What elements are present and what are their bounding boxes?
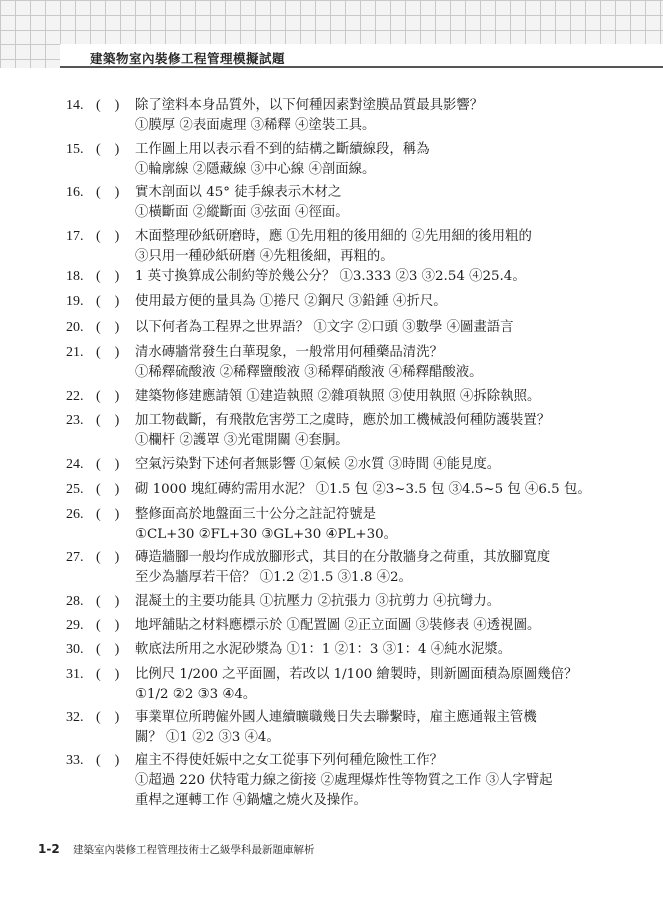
question-line: ①超過 220 伏特電力線之銜接 ②處理爆炸性等物質之工作 ③人字臂起 xyxy=(135,773,553,788)
question-text xyxy=(135,751,605,811)
question-line: 實木剖面以 45° 徒手線表示木材之 xyxy=(135,185,342,200)
footer-page-number: 1-2 xyxy=(38,842,60,856)
answer-blank: ( ) xyxy=(96,185,120,200)
question-text xyxy=(135,267,605,287)
answer-blank: ( ) xyxy=(96,457,120,472)
question-line: ①稀釋硫酸液 ②稀釋鹽酸液 ③稀釋硝酸液 ④稀釋醋酸液。 xyxy=(135,365,483,380)
question-text xyxy=(135,183,605,223)
question-number: 33. xyxy=(66,753,84,768)
answer-blank: ( ) xyxy=(96,389,120,404)
question-text xyxy=(135,140,605,180)
question-text xyxy=(135,455,605,475)
question-line: 比例尺 1/200 之平面圖，若改以 1/100 繪製時，則新圖面積為原圖幾倍？ xyxy=(135,667,578,682)
question-text xyxy=(135,387,605,407)
question-line: ①橫斷面 ②縱斷面 ③弦面 ④徑面。 xyxy=(135,205,349,220)
question-number: 23. xyxy=(66,413,84,428)
question-number: 15. xyxy=(66,142,84,157)
answer-blank: ( ) xyxy=(96,229,120,244)
answer-blank: ( ) xyxy=(96,507,120,522)
question-text xyxy=(135,480,605,500)
question-number: 30. xyxy=(66,642,84,657)
answer-blank: ( ) xyxy=(96,618,120,633)
question-line: 使用最方便的量具為 ①捲尺 ②鋼尺 ③鉛錘 ④折尺。 xyxy=(135,294,447,309)
question-line: 空氣污染對下述何者無影響 ①氣候 ②水質 ③時間 ④能見度。 xyxy=(135,457,501,472)
question-line: 工作圖上用以表示看不到的結構之斷續線段，稱為 xyxy=(135,142,430,157)
question-number: 29. xyxy=(66,618,84,633)
question-line: 以下何者為工程界之世界語？ ①文字 ②口頭 ③數學 ④圖畫語言 xyxy=(135,320,514,335)
question-line: 事業單位所聘僱外國人連續曠職幾日失去聯繫時，雇主應通報主管機 xyxy=(135,710,537,725)
answer-blank: ( ) xyxy=(96,594,120,609)
question-text xyxy=(135,665,605,705)
question-line: ①1/2 ②2 ③3 ④4。 xyxy=(135,687,257,702)
question-line: 木面整理砂紙研磨時，應 ①先用粗的後用細的 ②先用細的後用粗的 xyxy=(135,229,532,244)
question-line: 砌 1000 塊紅磚約需用水泥？ ①1.5 包 ②3~3.5 包 ③4.5~5 包 ④6.5 包。 xyxy=(135,482,591,497)
question-line: 整修面高於地盤面三十公分之註記符號是 xyxy=(135,507,377,522)
question-number: 25. xyxy=(66,482,84,497)
question-line: ①CL+30 ②FL+30 ③GL+30 ④PL+30。 xyxy=(135,527,398,542)
answer-blank: ( ) xyxy=(96,320,120,335)
question-line: ①膜厚 ②表面處理 ③稀釋 ④塗裝工具。 xyxy=(135,118,376,133)
question-line: 除了塗料本身品質外，以下何種因素對塗膜品質最具影響？ xyxy=(135,98,484,113)
question-line: ①欄杆 ②護罩 ③光電開關 ④套胴。 xyxy=(135,433,349,448)
question-text xyxy=(135,505,605,545)
header-grid-pattern-left xyxy=(0,44,60,68)
question-text xyxy=(135,343,605,383)
question-line: 磚造牆腳一般均作成放腳形式，其目的在分散牆身之荷重，其放腳寬度 xyxy=(135,550,551,565)
page-header-title: 建築物室內裝修工程管理模擬試題 xyxy=(90,51,286,66)
question-line: 軟底法所用之水泥砂漿為 ①1：1 ②1：3 ③1：4 ④純水泥漿。 xyxy=(135,642,512,657)
question-text xyxy=(135,96,605,136)
question-text xyxy=(135,592,605,612)
question-number: 20. xyxy=(66,320,84,335)
answer-blank: ( ) xyxy=(96,667,120,682)
answer-blank: ( ) xyxy=(96,413,120,428)
answer-blank: ( ) xyxy=(96,294,120,309)
question-number: 19. xyxy=(66,294,84,309)
question-number: 27. xyxy=(66,550,84,565)
question-text xyxy=(135,227,605,267)
question-text xyxy=(135,411,605,451)
question-line: 1 英寸換算成公制約等於幾公分？ ①3.333 ②3 ③2.54 ④25.4。 xyxy=(135,269,526,284)
answer-blank: ( ) xyxy=(96,642,120,657)
question-text xyxy=(135,292,605,312)
question-text xyxy=(135,318,605,338)
question-number: 28. xyxy=(66,594,84,609)
question-line: 建築物修建應請領 ①建造執照 ②雜項執照 ③使用執照 ④拆除執照。 xyxy=(135,389,541,404)
question-line: ①輪廓線 ②隱藏線 ③中心線 ④剖面線。 xyxy=(135,162,376,177)
answer-blank: ( ) xyxy=(96,269,120,284)
question-text xyxy=(135,708,605,748)
question-number: 16. xyxy=(66,185,84,200)
answer-blank: ( ) xyxy=(96,753,120,768)
question-line: 關？ ①1 ②2 ③3 ④4。 xyxy=(135,730,280,745)
question-text xyxy=(135,548,605,588)
question-line: 地坪舖貼之材料應標示於 ①配置圖 ②正立面圖 ③裝修表 ④透視圖。 xyxy=(135,618,541,633)
question-number: 26. xyxy=(66,507,84,522)
question-line: 至少為牆厚若干倍？ ①1.2 ②1.5 ③1.8 ④2。 xyxy=(135,570,412,585)
question-line: 混凝土的主要功能具 ①抗壓力 ②抗張力 ③抗剪力 ④抗彎力。 xyxy=(135,594,501,609)
header-grid-pattern xyxy=(0,0,663,44)
answer-blank: ( ) xyxy=(96,98,120,113)
question-line: 重桿之運轉工作 ④鍋爐之燒火及操作。 xyxy=(135,793,367,808)
footer-book-title: 建築室內裝修工程管理技術士乙級學科最新題庫解析 xyxy=(73,844,315,856)
question-text xyxy=(135,616,605,636)
question-line: 清水磚牆常發生白華現象，一般常用何種藥品清洗？ xyxy=(135,345,443,360)
question-number: 22. xyxy=(66,389,84,404)
answer-blank: ( ) xyxy=(96,142,120,157)
question-number: 32. xyxy=(66,710,84,725)
answer-blank: ( ) xyxy=(96,482,120,497)
answer-blank: ( ) xyxy=(96,550,120,565)
question-line: ③只用一種砂紙研磨 ④先粗後細，再粗的。 xyxy=(135,249,394,264)
answer-blank: ( ) xyxy=(96,710,120,725)
question-line: 雇主不得使妊娠中之女工從事下列何種危險性工作？ xyxy=(135,753,443,768)
question-line: 加工物截斷，有飛散危害勞工之虞時，應於加工機械設何種防護裝置？ xyxy=(135,413,551,428)
question-text xyxy=(135,640,605,660)
question-number: 18. xyxy=(66,269,84,284)
question-number: 17. xyxy=(66,229,84,244)
page-footer xyxy=(38,842,315,857)
answer-blank: ( ) xyxy=(96,345,120,360)
question-number: 31. xyxy=(66,667,84,682)
question-number: 14. xyxy=(66,98,84,113)
question-number: 24. xyxy=(66,457,84,472)
question-number: 21. xyxy=(66,345,84,360)
